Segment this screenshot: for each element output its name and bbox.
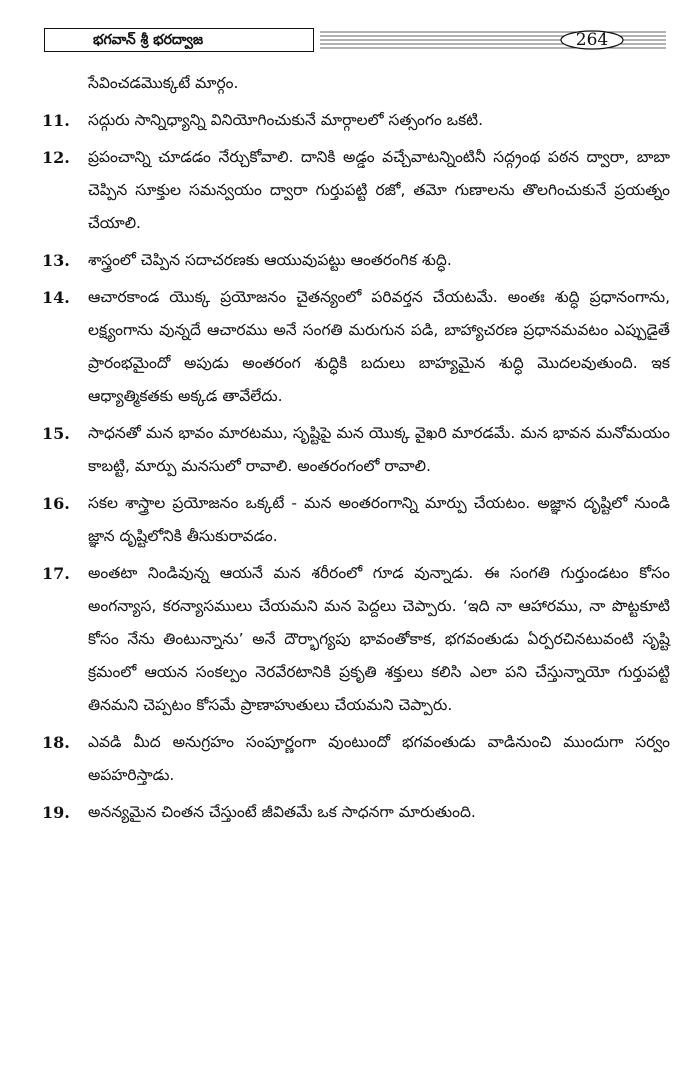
list-item — [42, 244, 670, 277]
item-number: 17. — [42, 564, 70, 583]
item-text: ప్రపంచాన్ని చూడడం నేర్చుకోవాలి. దానికి అడ్డం వచ్చేవాటన్నింటినీ సద్గ్రంథ పఠన ద్వారా, బాబా చెప్పిన సూక్తుల సమన్వయం ద్వారా గుర్తుపట్టి రజో, తమో గుణాలను తొలగించుకునే ప్రయత్నం చేయాలి. — [88, 148, 670, 232]
item-number: 12. — [42, 148, 70, 167]
list-item — [42, 796, 670, 829]
list-item — [42, 281, 670, 413]
item-text: శాస్త్రంలో చెప్పిన సదాచరణకు ఆయువుపట్టు ఆంతరంగిక శుద్ధి. — [88, 251, 452, 269]
item-text: సకల శాస్త్రాల ప్రయోజనం ఒక్కటే - మన అంతరంగాన్ని మార్పు చేయటం. అజ్ఞాన దృష్టిలో నుండి జ్ఞాన దృష్టిలోనికి తీసుకురావడం. — [88, 494, 670, 545]
page-content — [42, 66, 670, 829]
item-number: 13. — [42, 251, 70, 270]
item-text: ఎవడి మీద అనుగ్రహం సంపూర్ణంగా వుంటుందో భగవంతుడు వాడినుంచి ముందుగా సర్వం అపహరిస్తాడు. — [88, 733, 670, 784]
list-item — [42, 104, 670, 137]
list-item — [42, 726, 670, 792]
continued-text: సేవించడమొక్కటే మార్గం. — [88, 74, 239, 92]
item-number: 19. — [42, 803, 70, 822]
item-text: అంతటా నిండివున్న ఆయనే మన శరీరంలో గూడ వున్నాడు. ఈ సంగతి గుర్తుండటం కోసం అంగన్యాస, కరన్యాసములు చేయమని మన పెద్దలు చెప్పారు. ‘ఇది నా ఆహారము, నా పొట్టకూటి కోసం నేను తింటున్నాను’ అనే దౌర్భాగ్యపు భావంతోకాక, భగవంతుడు ఏర్పరచినటువంటి సృష్టి క్రమంలో ఆయన సంకల్పం నెరవేరటానికి ప్రకృతి శక్తులు కలిసి ఎలా పని చేస్తున్నాయో గుర్తుపట్టి తినమని చెప్పటం కోసమే ప్రాణాహుతులు చేయమని చెప్పారు. — [88, 564, 670, 714]
item-number: 11. — [42, 111, 70, 130]
item-text: సాధనతో మన భావం మారటము, సృష్టిపై మన యొక్క వైఖరి మారడమే. మన భావన మనోమయం కాబట్టి, మార్పు మనసులో రావాలి. అంతరంగంలో రావాలి. — [88, 424, 670, 475]
item-text: ఆచారకాండ యొక్క ప్రయోజనం చైతన్యంలో పరివర్తన చేయటమే. అంతః శుద్ధి ప్రధానంగాను, లక్ష్యంగాను వున్నదే ఆచారము అనే సంగతి మరుగున పడి, బాహ్యాచరణ ప్రధానమవటం ఎప్పుడైతే ప్రారంభమైందో అపుడు అంతరంగ శుద్ధికి బదులు బాహ్యమైన శుద్ధి మొదలవుతుంది. ఇక ఆధ్యాత్మికతకు అక్కడ తావేలేదు. — [88, 288, 670, 405]
running-title: భగవాన్ శ్రీ భరద్వాజ — [44, 28, 314, 52]
item-text: అనన్యమైన చింతన చేస్తుంటే జీవితమే ఒక సాధనగా మారుతుంది. — [88, 803, 476, 821]
list-item — [42, 417, 670, 483]
page-header — [44, 28, 666, 54]
page-number: 264 — [575, 30, 609, 50]
item-number: 18. — [42, 733, 70, 752]
list-item — [42, 557, 670, 722]
list-item — [42, 487, 670, 553]
item-number: 15. — [42, 424, 70, 443]
item-number: 16. — [42, 494, 70, 513]
item-number: 14. — [42, 288, 70, 307]
item-text: సద్గురు సాన్నిధ్యాన్ని వినియోగించుకునే మార్గాలలో సత్సంగం ఒకటి. — [88, 111, 484, 129]
list-item — [42, 141, 670, 240]
